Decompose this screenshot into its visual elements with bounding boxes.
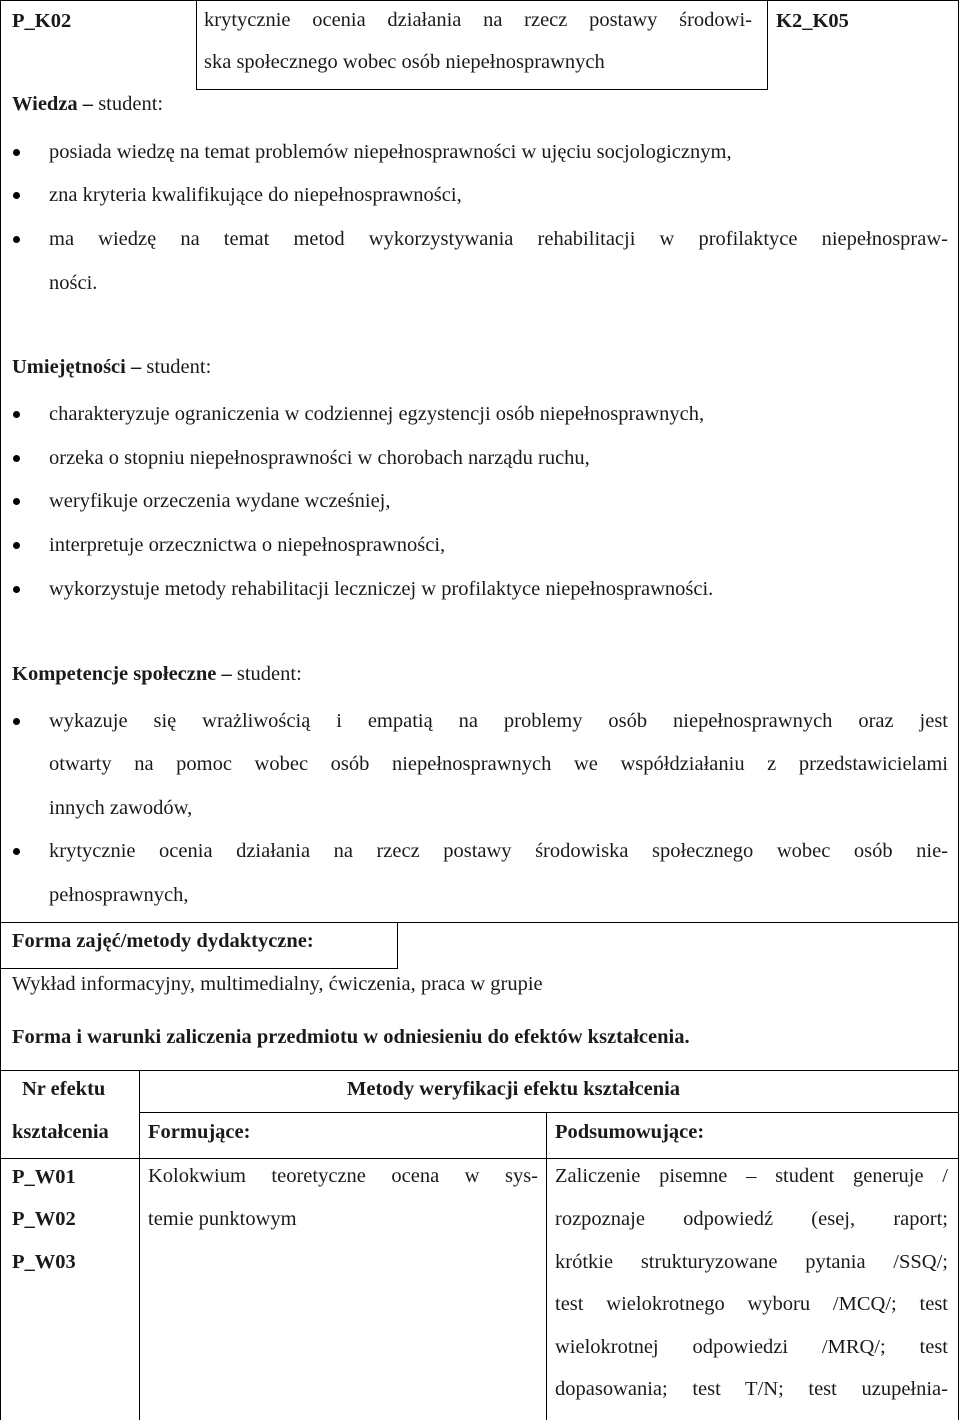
col-header-podsumowujace: Podsumowujące: [555,1121,705,1143]
table-row-effect: P_W03 [12,1251,76,1273]
col-header-ksztalcenia: kształcenia [12,1121,109,1143]
formujace-text-line: temie punktowym [148,1208,297,1230]
podsumowujace-text-line: rozpoznaje odpowiedź (esej, raport; [555,1208,948,1230]
section-heading-kompetencje: Kompetencje społeczne – student: [12,663,302,685]
span-header-metody: Metody weryfikacji efektu kształcenia [347,1078,681,1100]
section-heading-umiejetnosci: Umiejętności – student: [12,356,212,378]
bullet-icon [13,586,20,593]
forma-zajec-value: Wykład informacyjny, multimedialny, ćwiczenia, praca w grupie [12,973,543,995]
section-heading-wiedza: Wiedza – student: [12,93,164,115]
table-row-effect: P_W01 [12,1166,76,1188]
effect-description-line1: krytycznie ocenia działania na rzecz postawy środowi- [204,9,752,31]
col-header-nr-efektu: Nr efektu [22,1078,106,1100]
bullet-icon [13,236,20,243]
forma-warunki-label: Forma i warunki zaliczenia przedmiotu w odniesieniu do efektów kształcenia. [12,1026,690,1048]
table-row-effect: P_W02 [12,1208,76,1230]
bullet-icon [13,718,20,725]
podsumowujace-text-line: Zaliczenie pisemne – student generuje / [555,1165,948,1187]
forma-zajec-label: Forma zajęć/metody dydaktyczne: [12,930,314,952]
effect-code: P_K02 [12,10,72,32]
podsumowujace-text-line: wielokrotnej odpowiedzi /MRQ/; test [555,1336,948,1358]
bullet-icon [13,498,20,505]
effect-description-line2: ska społecznego wobec osób niepełnosprawnych [204,51,605,73]
podsumowujace-text-line: dopasowania; test T/N; test uzupełnia- [555,1378,948,1400]
formujace-text-line: Kolokwium teoretyczne ocena w sys- [148,1165,538,1187]
bullet-icon [13,192,20,199]
bullet-icon [13,542,20,549]
effect-reference: K2_K05 [776,10,849,32]
col-header-formujace: Formujące: [148,1121,251,1143]
bullet-icon [13,149,20,156]
podsumowujace-text-line: test wielokrotnego wyboru /MCQ/; test [555,1293,948,1315]
bullet-icon [13,411,20,418]
bullet-icon [13,848,20,855]
podsumowujace-text-line: krótkie strukturyzowane pytania /SSQ/; [555,1251,948,1273]
bullet-icon [13,455,20,462]
